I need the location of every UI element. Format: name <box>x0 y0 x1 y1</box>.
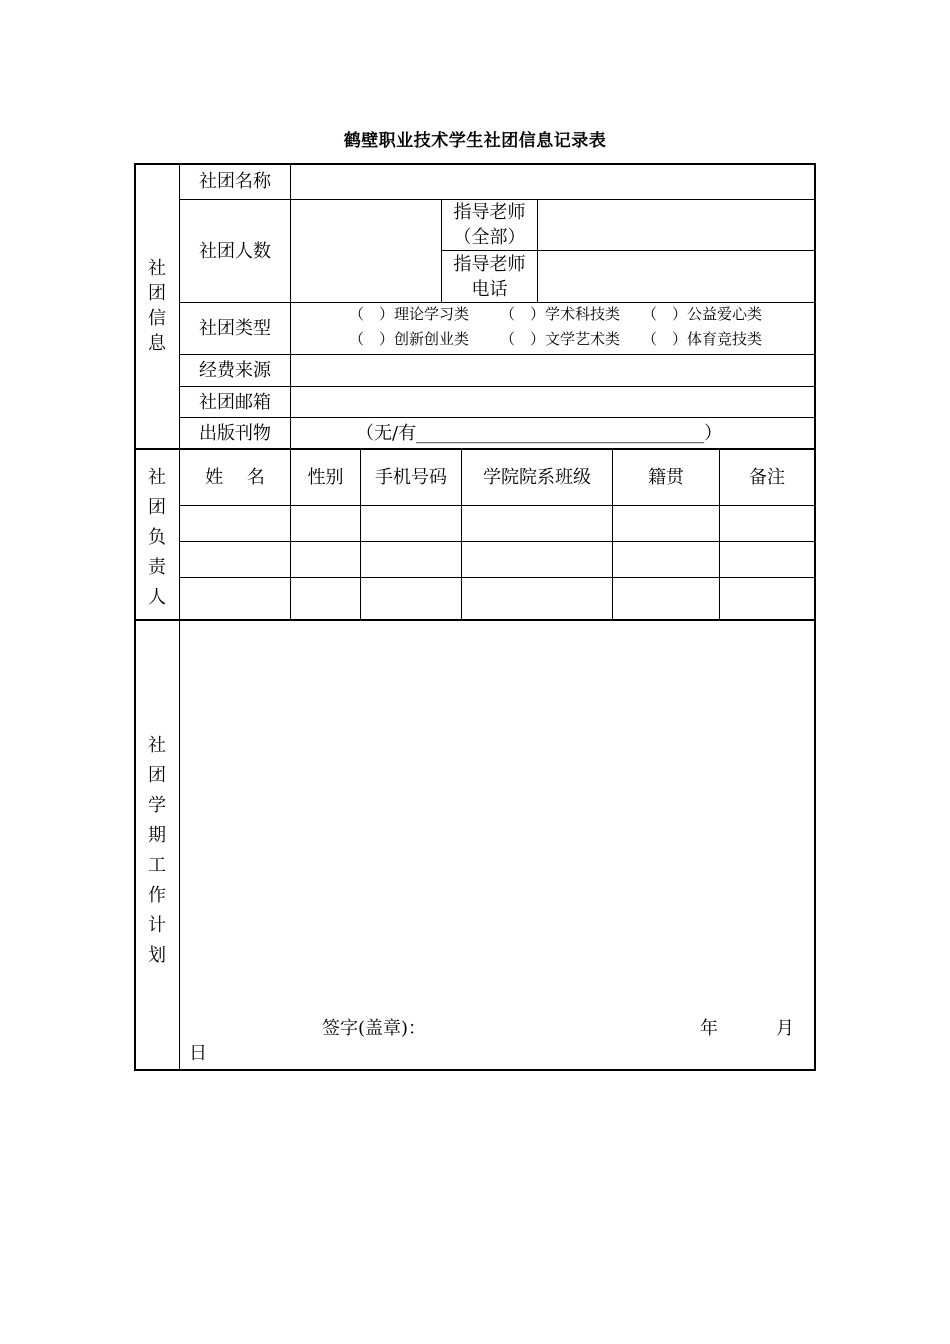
col-header-department: 学院院系班级 <box>483 467 591 488</box>
table-row[interactable] <box>180 506 814 541</box>
table-border-right <box>814 163 816 1071</box>
side-char: 社 <box>148 735 166 756</box>
document-title: 鹤壁职业技术学生社团信息记录表 <box>343 131 607 151</box>
side-char: 负 <box>148 527 166 548</box>
funding-label: 经费来源 <box>199 360 271 381</box>
side-char: 团 <box>148 765 166 786</box>
side-label-plan <box>135 731 179 971</box>
club-name-label: 社团名称 <box>199 171 271 192</box>
col-header-hometown: 籍贯 <box>648 467 684 488</box>
type-option-innovation[interactable]: （ ）创新创业类 <box>349 330 470 348</box>
signature-label: 签字(盖章)： <box>322 1018 427 1039</box>
type-option-arts[interactable]: （ ）文学艺术类 <box>500 330 621 348</box>
col-header-remarks: 备注 <box>749 467 785 488</box>
side-char: 作 <box>148 885 166 906</box>
table-row[interactable] <box>180 542 814 577</box>
side-char: 责 <box>148 557 166 578</box>
advisor-phone-label-line1: 指导老师 <box>453 253 526 275</box>
funding-field[interactable] <box>291 355 814 386</box>
advisor-label-line2: （全部） <box>453 227 526 248</box>
side-char: 息 <box>148 333 166 354</box>
email-field[interactable] <box>291 387 814 417</box>
type-option-charity[interactable]: （ ）公益爱心类 <box>642 305 763 323</box>
type-option-sports[interactable]: （ ）体育竞技类 <box>642 330 763 348</box>
work-plan-field[interactable] <box>180 621 814 1011</box>
side-char: 社 <box>148 258 166 279</box>
side-label-info <box>135 256 179 356</box>
month-label: 月 <box>776 1018 794 1039</box>
year-label: 年 <box>700 1018 718 1039</box>
side-char: 人 <box>148 587 166 608</box>
table-row[interactable] <box>180 578 814 619</box>
table-border-bottom <box>135 1069 816 1071</box>
publication-field[interactable]: （无/有________________________________） <box>356 423 723 444</box>
col-header-phone: 手机号码 <box>375 467 447 488</box>
advisor-phone-field[interactable] <box>538 251 814 302</box>
side-char: 工 <box>148 855 166 876</box>
advisor-field[interactable] <box>538 200 814 250</box>
col-header-gender: 性别 <box>307 467 344 488</box>
type-option-academic[interactable]: （ ）学术科技类 <box>500 305 621 323</box>
day-label: 日 <box>189 1043 207 1064</box>
side-char: 团 <box>148 497 166 518</box>
club-name-field[interactable] <box>291 164 814 199</box>
member-count-field[interactable] <box>291 200 441 302</box>
advisor-label-line1: 指导老师 <box>453 202 526 223</box>
col-header-name: 姓 名 <box>205 467 265 488</box>
member-count-label: 社团人数 <box>199 240 271 262</box>
publication-label: 出版刊物 <box>199 422 271 444</box>
side-char: 信 <box>148 308 166 329</box>
advisor-phone-label-line2: 电话 <box>471 278 508 300</box>
side-char: 学 <box>148 795 166 816</box>
advisor-phone-label <box>442 251 537 302</box>
side-char: 划 <box>148 945 166 966</box>
side-label-leaders <box>135 463 179 613</box>
side-char: 社 <box>148 467 166 488</box>
email-label: 社团邮箱 <box>199 391 271 413</box>
advisor-label <box>442 200 537 250</box>
side-char: 期 <box>148 825 166 846</box>
type-option-theory[interactable]: （ ）理论学习类 <box>349 305 470 323</box>
club-type-label: 社团类型 <box>199 318 271 339</box>
side-char: 团 <box>148 283 166 304</box>
side-char: 计 <box>148 915 166 936</box>
